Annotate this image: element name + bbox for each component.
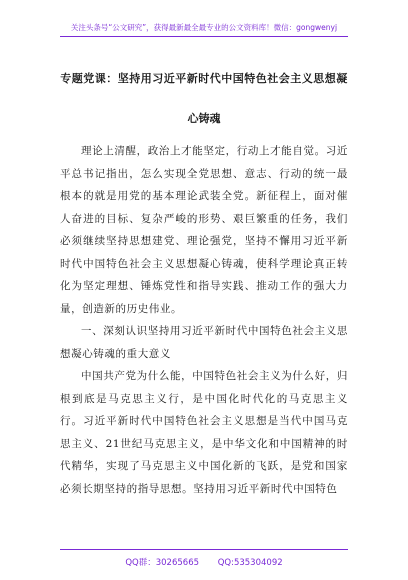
footer-divider	[60, 549, 348, 550]
document-title	[60, 68, 348, 130]
header-banner-text: 关注头条号“公文研究”，获得最新最全最专业的公文资料库！微信：gongwenyj	[70, 23, 338, 32]
footer-qq-group: QQ群：30265665	[125, 558, 200, 568]
title-line-1: 专题党课：坚持用习近平新时代中国特色社会主义思想凝	[60, 72, 348, 85]
footer-contact	[0, 556, 408, 568]
header-banner	[0, 0, 408, 38]
footer-qq: QQ:535304092	[217, 558, 283, 568]
paragraph-intro: 理论上清醒，政治上才能坚定，行动上才能自觉。习近平总书记指出，怎么实现全党思想、意志、行动的统一最根本的就是用党的基本理论武装全党。新征程上，面对催人奋进的目标、复杂严峻的形势、艰巨繁重的任务，我们必须继续坚持思想建党、理论强党，坚持不懈用习近平新时代中国特色社会主义思想凝心铸魂，使科学理论真正转化为坚定理想、锤炼党性和指导实践、推动工作的强大力量，创造新的历史伟业。	[60, 145, 348, 315]
document-body	[60, 58, 348, 500]
title-line-2: 心铸魂	[187, 112, 221, 125]
paragraph-section-1: 中国共产党为什么能，中国特色社会主义为什么好，归根到底是马克思主义行，是中国化时代化的马克思主义行。习近平新时代中国特色社会主义思想是当代中国马克思主义、21世纪马克思主义，是中华文化和中国精神的时代精华，实现了马克思主义中国化新的飞跃，是党和国家必须长期坚持的指导思想。坚持用习近平新时代中国特色	[60, 370, 348, 495]
section-heading-1: 一、深刻认识坚持用习近平新时代中国特色社会主义思想凝心铸魂的重大意义	[60, 325, 348, 360]
header-divider	[60, 36, 348, 37]
